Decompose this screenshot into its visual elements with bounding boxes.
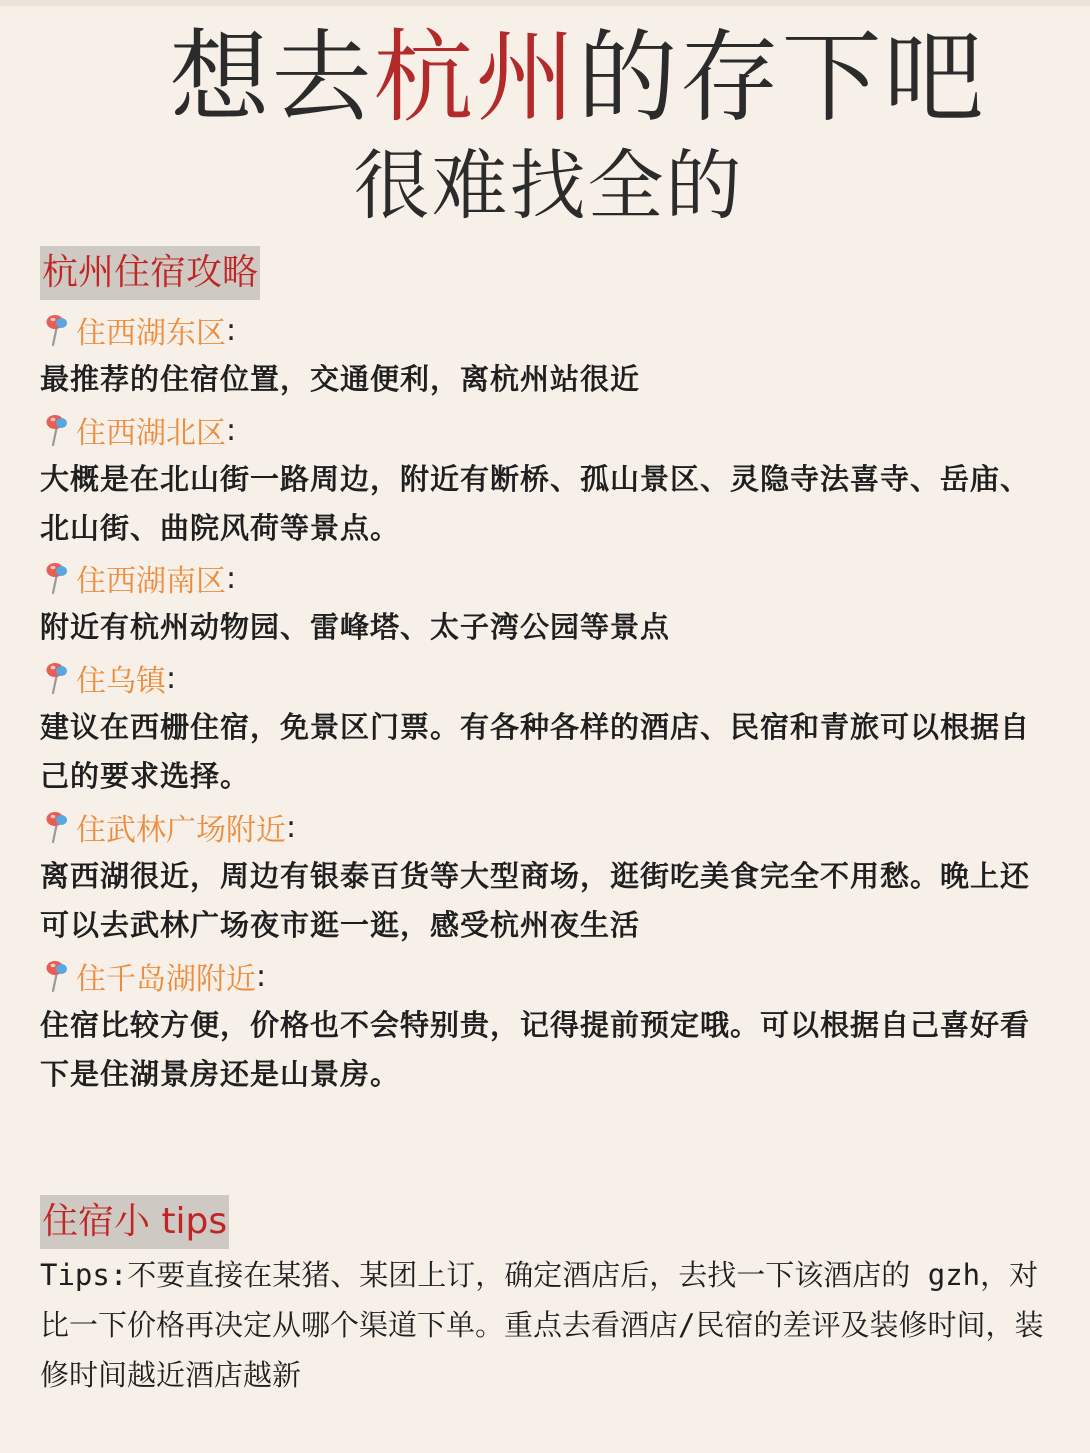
item-text-south: 附近有杭州动物园、雷峰塔、太子湾公园等景点 [40,610,671,644]
item-heading-colon: : [226,560,237,596]
top-strip [0,0,1090,6]
item-heading-colon: : [256,958,267,994]
title-suffix: 的存下吧 [577,19,986,136]
pushpin-icon [42,810,70,844]
tips-text: Tips:不要直接在某猪、某团上订，确定酒店后，去找一下该酒店的 gzh，对比一下价格再决定从哪个渠道下单。重点去看酒店/民宿的差评及装修时间，装修时间越近酒店越新 [40,1258,1044,1392]
item-text-wuzhen: 建议在西栅住宿，免景区门票。有各种各样的酒店、民宿和青旅可以根据自己的要求选择。 [40,710,1031,793]
item-heading-qiandao [42,954,266,998]
accommodation-section-title: 杭州住宿攻略 [40,246,260,300]
item-heading-colon: : [226,312,237,348]
item-heading-south [42,556,236,600]
item-heading-label: 住西湖北区 [76,416,226,451]
item-text-north: 大概是在北山街一路周边，附近有断桥、孤山景区、灵隐寺法喜寺、岳庙、北山街、曲院风荷等景点。 [40,462,1031,545]
item-heading-colon: : [166,660,177,696]
page-subtitle: 很难找全的 [353,141,744,230]
pushpin-icon [42,313,70,347]
item-heading-east [42,308,236,352]
item-heading-wuzhen [42,656,176,700]
item-heading-label: 住西湖东区 [76,316,226,351]
item-heading-label: 住千岛湖附近 [76,962,256,997]
item-heading-label: 住乌镇 [76,664,166,699]
item-text-east: 最推荐的住宿位置，交通便利，离杭州站很近 [40,362,641,396]
item-text-qiandao: 住宿比较方便，价格也不会特别贵，记得提前预定哦。可以根据自己喜好看下是住湖景房还是山景房。 [40,1008,1031,1091]
item-heading-label: 住武林广场附近 [76,813,286,848]
item-heading-label: 住西湖南区 [76,564,226,599]
item-heading-colon: : [226,412,237,448]
item-heading-colon: : [286,809,297,845]
page-title [0,18,1090,138]
tips-section-title: 住宿小 tips [40,1195,229,1249]
pushpin-icon [42,561,70,595]
item-heading-north [42,408,236,452]
pushpin-icon [42,661,70,695]
item-heading-wulin [42,805,296,849]
pushpin-icon [42,413,70,447]
item-text-wulin: 离西湖很近，周边有银泰百货等大型商场，逛街吃美食完全不用愁。晚上还可以去武林广场夜市逛一逛，感受杭州夜生活 [40,859,1031,942]
title-highlight: 杭州 [373,19,578,136]
title-prefix: 想去 [169,19,374,136]
pushpin-icon [42,959,70,993]
